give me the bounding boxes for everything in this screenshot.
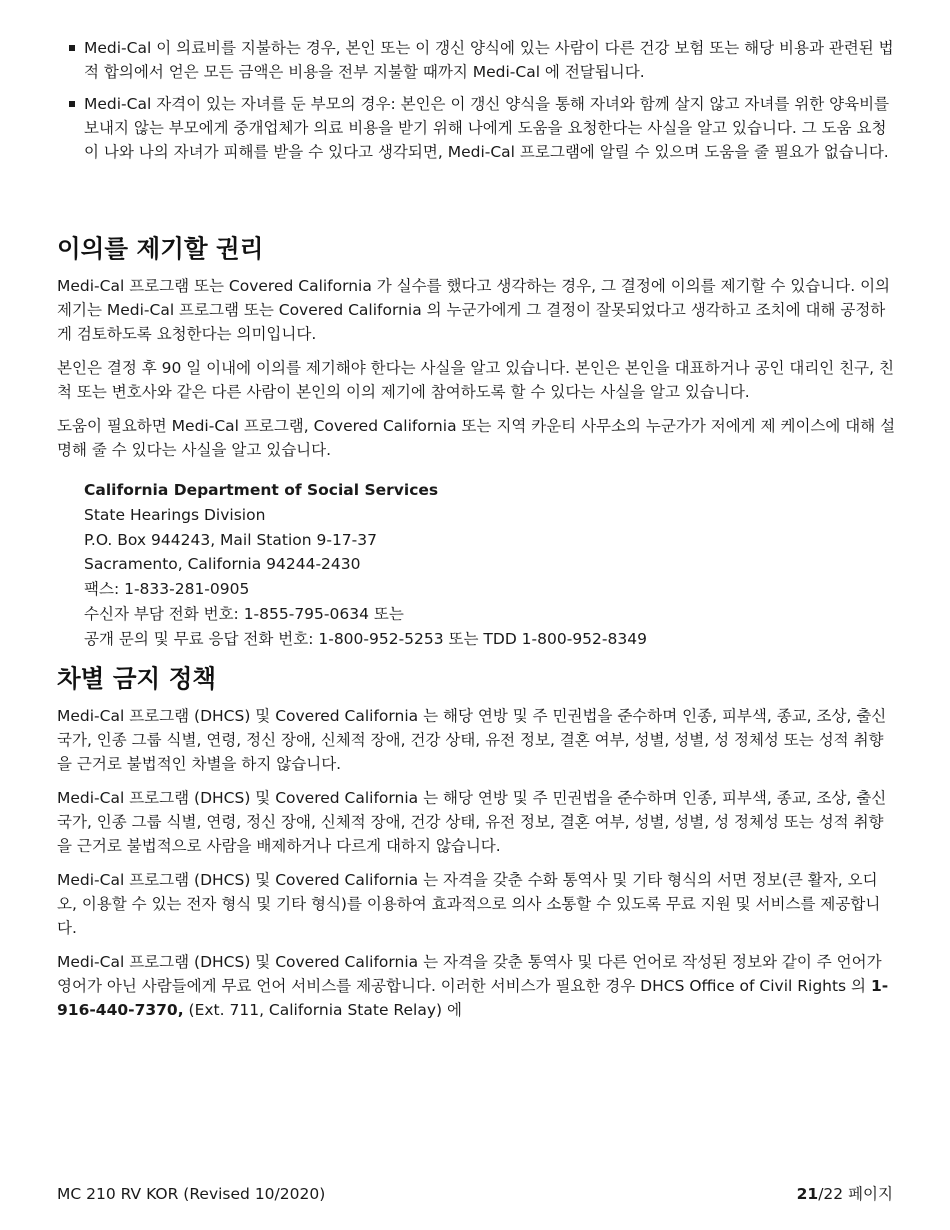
address-box: P.O. Box 944243, Mail Station 9-17-37 xyxy=(84,530,377,549)
bullet-text: Medi-Cal 자격이 있는 자녀를 둔 부모의 경우: 본인은 이 갱신 양식을 통해 자녀와 함께 살지 않고 자녀를 위한 양육비를 보내지 않는 부모에게 중개업체가 의료 비용을 받기 위해 나에게 도움을 요청한다는 사실을 알고 있습니다. 그 도움 요청이 나와 나의 자녀가 피해를 받을 수 있다고 생각되면, Medi-Cal 프로그램에 알릴 수 있으며 도움을 줄 필요가 없습니다. xyxy=(84,95,890,161)
address-fax: 팩스: 1-833-281-0905 xyxy=(84,580,250,599)
nondiscrimination-paragraph xyxy=(57,950,897,1022)
address-division: State Hearings Division xyxy=(84,505,266,524)
nondiscrimination-paragraph: Medi-Cal 프로그램 (DHCS) 및 Covered California 는 해당 연방 및 주 민권법을 준수하며 인종, 피부색, 종교, 조상, 출신 국가, 인종 그룹 식별, 연령, 정신 장애, 신체적 장애, 건강 상태, 유전 정보, 결혼 여부, 성별, 성별, 성 정체성 또는 성적 취향을 근거로 불법적으로 사람을 배제하거나 다르게 대하지 않습니다. xyxy=(57,788,887,855)
appeal-paragraph: 본인은 결정 후 90 일 이내에 이의를 제기해야 한다는 사실을 알고 있습니다. 본인은 본인을 대표하거나 공인 대리인 친구, 친척 또는 변호사와 같은 다른 사람이 본인의 이의 제기에 참여하도록 할 수 있다는 사실을 알고 있습니다. xyxy=(57,359,894,401)
bullet-text: Medi-Cal 이 의료비를 지불하는 경우, 본인 또는 이 갱신 양식에 있는 사람이 다른 건강 보험 또는 해당 비용과 관련된 법적 합의에서 얻은 모든 금액은 비용을 전부 지불할 때까지 Medi-Cal 에 전달됩니다. xyxy=(84,39,894,81)
square-bullet-icon xyxy=(69,101,75,107)
address-block xyxy=(84,478,897,652)
square-bullet-icon xyxy=(69,45,75,51)
list-item xyxy=(64,36,894,84)
address-inquiry: 공개 문의 및 무료 응답 전화 번호: 1-800-952-5253 또는 TDD 1-800-952-8349 xyxy=(84,629,647,648)
appeal-heading: 이의를 제기할 권리 xyxy=(57,234,264,263)
nondiscrimination-paragraph: Medi-Cal 프로그램 (DHCS) 및 Covered California 는 해당 연방 및 주 민권법을 준수하며 인종, 피부색, 종교, 조상, 출신 국가, 인종 그룹 식별, 연령, 정신 장애, 신체적 장애, 건강 상태, 유전 정보, 결혼 여부, 성별, 성별, 성 정체성 또는 성적 취향을 근거로 불법적인 차별을 하지 않습니다. xyxy=(57,706,887,773)
bullet-list xyxy=(64,36,894,172)
address-tollfree: 수신자 부담 전화 번호: 1-855-795-0634 또는 xyxy=(84,604,404,623)
page-number xyxy=(797,1182,893,1206)
form-id: MC 210 RV KOR (Revised 10/2020) xyxy=(57,1185,326,1203)
page-current: 21 xyxy=(796,1185,819,1203)
address-city: Sacramento, California 94244-2430 xyxy=(84,555,361,574)
main-content xyxy=(57,232,897,1032)
ocr-phone-number: 1-916-440-7370, xyxy=(57,976,889,1019)
page-total: /22 페이지 xyxy=(818,1185,893,1203)
address-org: California Department of Social Services xyxy=(84,481,439,499)
list-item xyxy=(64,92,894,164)
nondiscrimination-heading: 차별 금지 정책 xyxy=(57,663,217,693)
appeal-paragraph: 도움이 필요하면 Medi-Cal 프로그램, Covered California 또는 지역 카운티 사무소의 누군가가 저에게 제 케이스에 대해 설명해 줄 수 있다는 사실을 알고 있습니다. xyxy=(57,417,896,459)
appeal-paragraph: Medi-Cal 프로그램 또는 Covered California 가 실수를 했다고 생각하는 경우, 그 결정에 이의를 제기할 수 있습니다. 이의 제기는 Medi-Cal 프로그램 또는 Covered California 의 누군가에게 그 결정이 잘못되었다고 생각하고 조치에 대해 공정하게 검토하도록 요청한다는 의미입니다. xyxy=(57,277,891,343)
paragraph-text: Medi-Cal 프로그램 (DHCS) 및 Covered California 는 자격을 갖춘 통역사 및 다른 언어로 작성된 정보와 같이 주 언어가 영어가 아닌 사람들에게 무료 언어 서비스를 제공합니다. 이러한 서비스가 필요한 경우 DHCS Office of Civil Rights 의 xyxy=(57,952,882,995)
paragraph-text: (Ext. 711, California State Relay) 에 xyxy=(183,1000,462,1019)
nondiscrimination-paragraph: Medi-Cal 프로그램 (DHCS) 및 Covered California 는 자격을 갖춘 수화 통역사 및 기타 형식의 서면 정보(큰 활자, 오디오, 이용할 수 있는 전자 형식 및 기타 형식)를 이용하여 효과적으로 의사 소통할 수 있도록 무료 지원 및 서비스를 제공합니다. xyxy=(57,870,881,937)
